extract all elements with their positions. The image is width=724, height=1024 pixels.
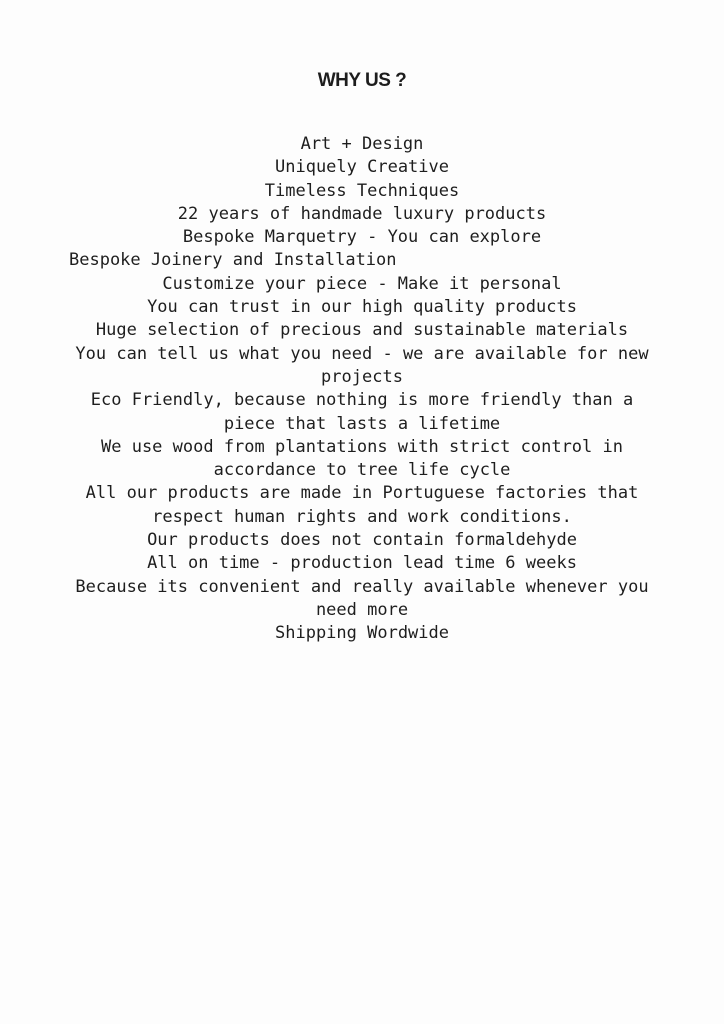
body-line: projects xyxy=(321,366,403,387)
body-line: Shipping Wordwide xyxy=(275,623,449,644)
body-line: accordance to tree life cycle xyxy=(213,460,511,481)
body-line: 22 years of handmade luxury products xyxy=(177,203,547,224)
body-line: Art + Design xyxy=(300,134,424,154)
page-title: WHY US ? xyxy=(317,70,407,91)
body-line: Uniquely Creative xyxy=(275,157,449,178)
body-line: Eco Friendly, because nothing is more friendly than a xyxy=(90,390,634,411)
body-line: Our products does not contain formaldehyde xyxy=(147,530,577,551)
body-line: Customize your piece - Make it personal xyxy=(162,273,562,294)
body-text xyxy=(0,133,724,646)
body-line: piece that lasts a lifetime xyxy=(223,413,501,434)
body-line: Bespoke Joinery and Installation xyxy=(69,250,397,271)
body-line: Because its convenient and really available whenever you xyxy=(75,576,649,597)
body-line: All on time - production lead time 6 weeks xyxy=(147,553,577,574)
body-line: Huge selection of precious and sustainable materials xyxy=(95,320,629,341)
body-line: You can tell us what you need - we are available for new xyxy=(75,343,649,364)
body-line: You can trust in our high quality products xyxy=(147,297,577,318)
body-line: We use wood from plantations with strict control in xyxy=(101,436,623,457)
body-line: Timeless Techniques xyxy=(264,180,460,201)
body-line: need more xyxy=(315,599,409,620)
body-line: Bespoke Marquetry - You can explore xyxy=(182,227,542,248)
body-line: respect human rights and work conditions. xyxy=(152,506,572,527)
body-line: All our products are made in Portuguese factories that xyxy=(85,483,639,504)
